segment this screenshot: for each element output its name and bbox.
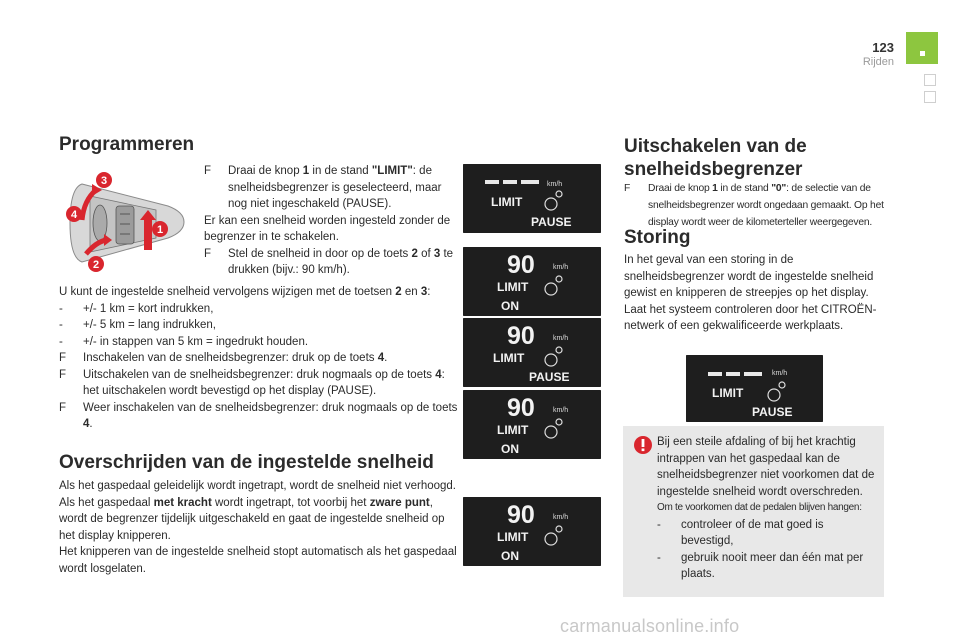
tab-square-2 <box>924 91 936 103</box>
watermark: carmanualsonline.info <box>560 616 740 636</box>
stalk-illustration <box>60 166 196 276</box>
display-limit-pause <box>463 164 601 233</box>
svg-text:LIMIT: LIMIT <box>497 530 529 544</box>
storing-text: In het geval van een storing in de snelheidsbegrenzer wordt de ingestelde snelheid gewist en knipperen de streepjes op het display. Laat het systeem controleren door het CITROËN-netwerk of een gekwalificeerde werkplaats. <box>624 254 877 332</box>
display-90-pause <box>463 318 601 387</box>
svg-text:ON: ON <box>501 442 519 456</box>
warning-icon <box>633 435 653 455</box>
callout-1: 1 <box>156 224 164 236</box>
svg-text:90: 90 <box>507 251 535 279</box>
callout-3: 3 <box>100 175 108 187</box>
svg-text:LIMIT: LIMIT <box>497 280 529 294</box>
svg-text:LIMIT: LIMIT <box>712 386 744 400</box>
svg-text:PAUSE: PAUSE <box>529 370 570 384</box>
heading-uitschakelen: Uitschakelen van de snelheidsbegrenzer <box>624 136 807 180</box>
svg-text:LIMIT: LIMIT <box>491 195 523 209</box>
display-90-on-flash <box>463 497 601 566</box>
uitschakelen-text: F Draai de knop 1 in de stand "0": de selectie van de snelheidsbegrenzer wordt ongedaan gemaakt. Op het display wordt weer de kilometerteller weergegeven. <box>624 183 884 228</box>
svg-text:km/h: km/h <box>553 514 569 521</box>
tab-square-1 <box>924 74 936 86</box>
svg-text:90: 90 <box>507 501 535 529</box>
tab-marker <box>920 51 925 56</box>
prog-text-bottom: U kunt de ingestelde snelheid vervolgens wijzigen met de toetsen 2 en 3: - +/- 1 km = kort indrukken, - +/- 5 km = lang indrukken, - +/- in stappen van 5 km = ingedrukt houden. F Inschakelen van de snelheidsbegrenzer: druk op de toets 4. F Uitschakelen van de snelheidsbegrenzer: druk nogmaals op de toets 4: het uitschakelen wordt bevestigd op het display (PAUSE). F Weer inschakelen van de snelheidsbegrenzer: druk nogmaals op de toets 4. <box>59 286 458 430</box>
display-storing <box>686 355 823 422</box>
svg-text:LIMIT: LIMIT <box>493 351 525 365</box>
svg-text:ON: ON <box>501 299 519 313</box>
svg-text:90: 90 <box>507 322 535 350</box>
callout-2: 2 <box>92 259 100 271</box>
warning-text: Bij een steile afdaling of bij het krachtig intrappen van het gaspedaal kan de snelheidsbegrenzer niet voorkomen dat de ingestelde snelheid wordt overschreden. Om te voorkomen dat de pedalen blijven hangen: - controleer of de mat goed is bevestigd, - gebruik nooit meer dan één mat per plaats. <box>657 436 875 580</box>
svg-text:km/h: km/h <box>772 370 788 377</box>
page-number: 123 <box>872 40 894 55</box>
display-90-on-2 <box>463 390 601 459</box>
section-label: Rijden <box>862 56 894 68</box>
heading-overschrijden: Overschrijden van de ingestelde snelheid <box>59 452 434 473</box>
svg-text:90: 90 <box>507 394 535 422</box>
svg-text:PAUSE: PAUSE <box>752 405 793 419</box>
warning-box <box>623 426 884 597</box>
heading-programmeren: Programmeren <box>59 134 195 155</box>
prog-text-top: F Draai de knop 1 in de stand "LIMIT": de snelheidsbegrenzer is geselecteerd, maar nog niet ingeschakeld (PAUSE). Er kan een snelheid worden ingesteld zonder de begrenzer in te schakelen. F Stel de snelheid in door op de toets 2 of 3 te drukken (bijv.: 90 km/h). <box>204 165 454 276</box>
heading-storing: Storing <box>624 227 691 248</box>
bullet-symbol: F <box>204 165 212 177</box>
chapter-tab <box>906 32 938 64</box>
svg-text:LIMIT: LIMIT <box>497 423 529 437</box>
svg-text:km/h: km/h <box>553 407 569 414</box>
overschrijden-text: Als het gaspedaal geleidelijk wordt ingetrapt, wordt de snelheid niet verhoogd. Als het gaspedaal met kracht wordt ingetrapt, tot voorbij het zware punt, wordt de begrenzer tijdelijk uitgeschakeld en gaat de ingestelde snelheid op het display knipperen. Het knipperen van de ingestelde snelheid stopt automatisch als het gaspedaal wordt losgelaten. <box>59 480 457 575</box>
display-90-on <box>463 247 601 316</box>
svg-text:ON: ON <box>501 549 519 563</box>
svg-text:PAUSE: PAUSE <box>531 215 572 229</box>
svg-text:km/h: km/h <box>547 181 563 188</box>
svg-text:km/h: km/h <box>553 335 569 342</box>
callout-4: 4 <box>70 209 78 221</box>
svg-text:km/h: km/h <box>553 264 569 271</box>
